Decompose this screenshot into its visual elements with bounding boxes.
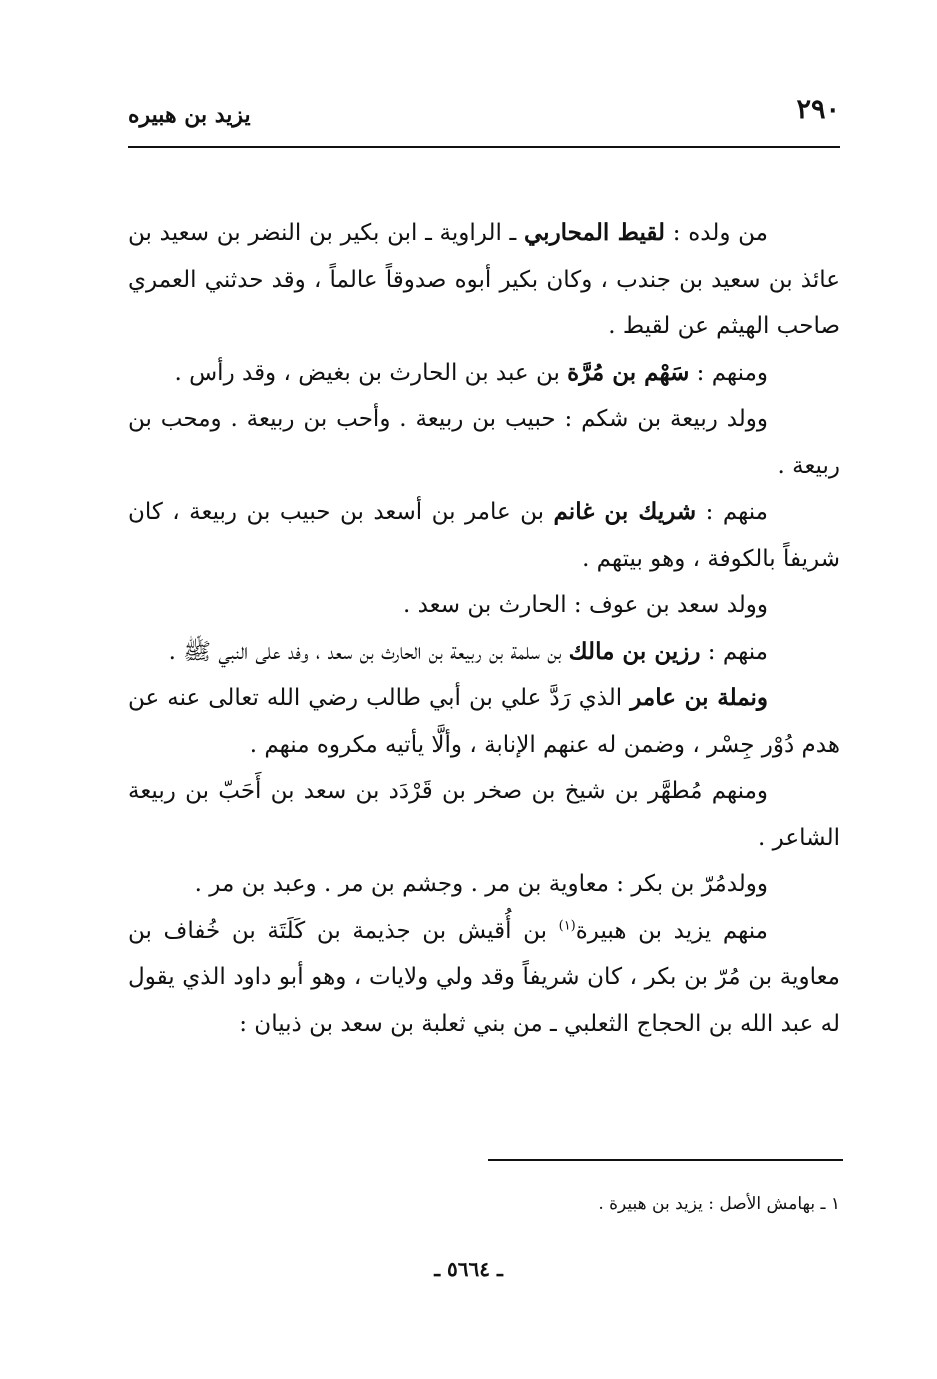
paragraph-text: منهم : [696,499,768,525]
paragraph [128,350,840,397]
footnote: ١ ـ بهامش الأصل : يزيد بن هبيرة . [598,1194,840,1214]
paragraph-text: منهم : [700,638,768,665]
paragraph-text: وولد ربيعة بن شكم : حبيب بن ربيعة . وأحب بن ربيعة . ومحب بن ربيعة . [128,406,840,479]
highlighted-name: سَهْم بن مُرَّة [567,358,690,386]
paragraph-text: بن أُقيش بن جذيمة بن كَلَتَة بن خُفاف بن معاوية بن مُرّ بن بكر ، كان شريفاً وقد ولي ولايات ، وهو أبو داود الذي يقول له عبد الله بن الحجاج الثعلبي ـ من بني ثعلبة بن سعد بن ذبيان : [128,917,840,1037]
footnote-rule [488,1159,843,1161]
highlighted-name: ونملة بن عامر [630,684,769,711]
paragraph [128,396,840,489]
header-rule [128,146,840,148]
paragraph [128,582,840,629]
paragraph [128,908,840,1048]
paragraph-text: ومنهم : [689,359,768,386]
paragraph-text: وولد سعد بن عوف : الحارث بن سعد . [402,592,768,618]
paragraph [128,768,840,861]
paragraph-text: بن سلمة بن ربيعة بن الحارث بن سعد ، وفد على النبي ﷺ . [168,638,569,665]
highlighted-name: رزين بن مالك [568,637,701,665]
page-number: ٢٩٠ [796,94,840,125]
paragraph [128,489,840,582]
paragraph-text: ومنهم مُطهَّر بن شيخ بن صخر بن قَرْدَد بن سعد بن أَحَبّ بن ربيعة الشاعر . [128,778,840,851]
paragraph-text: من ولده : [665,220,769,246]
paragraph [128,675,840,768]
paragraph-text: ـ الراوية ـ ابن بكير بن النضر بن سعيد بن عائذ بن سعيد بن جندب ، وكان بكير أبوه صدوقاً عالماً ، وقد حدثني العمري صاحب الهيثم عن لقيط . [128,220,840,339]
paragraph-text: وولدمُرّ بن بكر : معاوية بن مر . وجشم بن مر . وعبد بن مر . [194,871,768,897]
paragraph [128,210,840,350]
paragraph-text: الذي رَدَّ علي بن أبي طالب رضي الله تعالى عنه عن هدم دُوْر جِسْر ، وضمن له عنهم الإنابة ، وألَّا يأتيه مكروه منهم . [128,685,840,758]
folio-number: ـ ٥٦٦٤ ـ [434,1257,503,1281]
footnote-reference: (١) [558,917,576,933]
running-title: يزيد بن هبيره [128,102,251,128]
paragraph [128,861,840,908]
paragraph-text: بن عبد بن الحارث بن بغيض ، وقد رأس . [174,359,568,386]
page-header [128,88,840,148]
highlighted-name: شريك بن غانم [553,498,697,525]
highlighted-name: لقيط المحاربي [524,219,666,246]
paragraph-text: منهم يزيد بن هبيرة [575,917,768,944]
paragraph-text: بن عامر بن أسعد بن حبيب بن ربيعة ، كان شريفاً بالكوفة ، وهو بيتهم . [128,499,840,572]
main-text [128,210,840,1047]
paragraph [128,629,840,676]
